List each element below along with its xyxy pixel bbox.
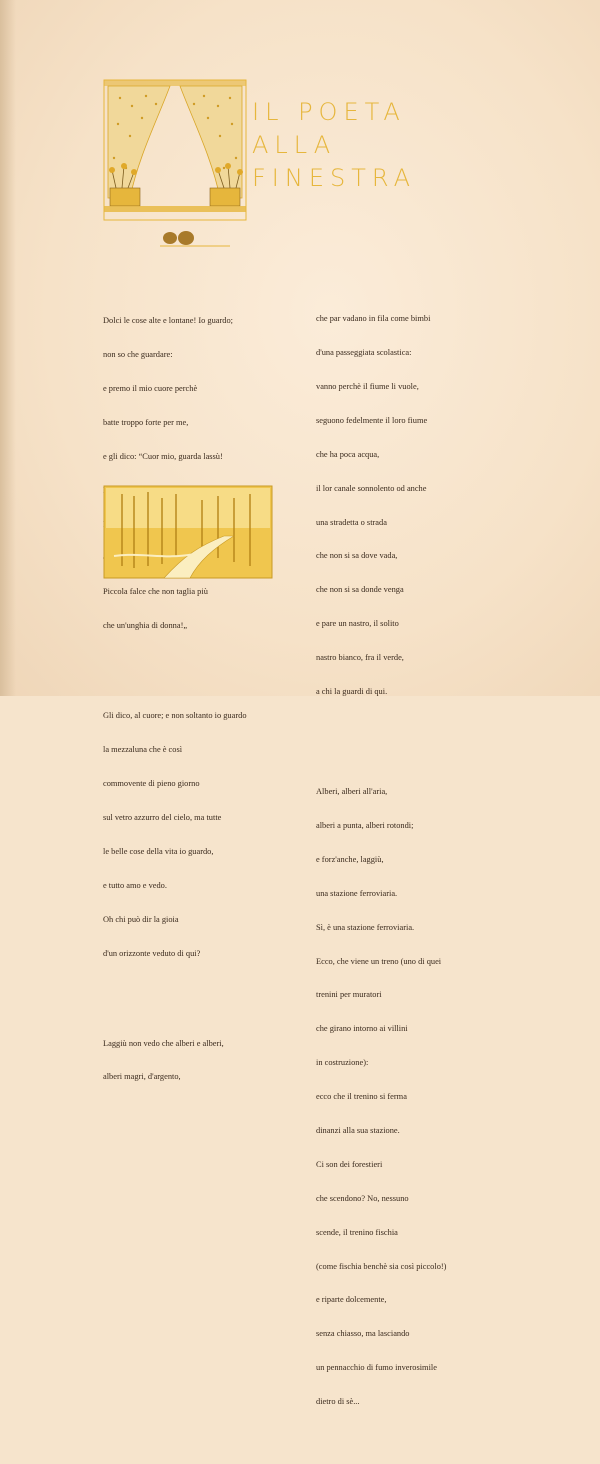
poem-line: alberi a punta, alberi rotondi; [316, 820, 414, 830]
page-title [252, 96, 416, 195]
stanza [103, 293, 247, 655]
poem-line: scende, il trenino fischia [316, 1227, 398, 1237]
poem-line: Laggiù non vedo che alberi e alberi, [103, 1038, 224, 1048]
poem-line: che un'unghia di donna!„ [103, 621, 188, 631]
poem-left-column [103, 270, 247, 1139]
poem-line: ecco che il trenino si ferma [316, 1092, 407, 1102]
poem-line: che scendono? No, nessuno [316, 1193, 409, 1203]
poem-line: dietro di sè... [316, 1397, 360, 1407]
title-line-1: IL POETA [252, 98, 406, 126]
poem-line: Sì, è una stazione ferroviaria. [316, 922, 415, 932]
poem-line: un pennacchio di fumo inverosimile [316, 1363, 437, 1373]
poem-line: batte troppo forte per me, [103, 417, 189, 427]
poem-line: e forz'anche, laggiù, [316, 854, 384, 864]
poem-line: che girano intorno ai villini [316, 1024, 408, 1034]
poem-line: non so che guardare: [103, 350, 173, 360]
poem-line: e riparte dolcemente, [316, 1295, 387, 1305]
poem-line: Piccola falce che non taglia più [103, 587, 208, 597]
poem-line: che non si sa dove vada, [316, 551, 398, 561]
poem-line: alberi magri, d'argento, [103, 1072, 181, 1082]
poem-line: una stradetta o strada [316, 517, 387, 527]
poem-line: d'una passeggiata scolastica: [316, 348, 412, 358]
stanza [316, 763, 446, 1430]
poem-line: vanno perchè il fiume li vuole, [316, 381, 419, 391]
poem-line: a chi la guardi di qui. [316, 686, 388, 696]
poem-line: seguono fedelmente il loro fiume [316, 415, 428, 425]
poem-line: trenini per muratori [316, 990, 382, 1000]
poem-line: e pare un nastro, il solito [316, 619, 399, 629]
poem-line: e tutto amo e vedo. [103, 880, 167, 890]
stanza [103, 1015, 247, 1105]
poem-line: dinanzi alla sua stazione. [316, 1125, 400, 1135]
poem-line: e gli dico: “Cuor mio, guarda lassù! [103, 451, 223, 461]
poem-line: una stazione ferroviaria. [316, 888, 398, 898]
poem-line: il lor canale sonnolento od anche [316, 483, 427, 493]
poem-line: nastro bianco, fra il verde, [316, 653, 404, 663]
poem-line: e premo il mio cuore perchè [103, 383, 198, 393]
title-line-3: FINESTRA [252, 164, 417, 192]
poem-line: Oh chi può dir la gioia [103, 914, 179, 924]
window-with-curtains-and-flower-pots-icon [100, 78, 250, 256]
stanza [103, 688, 247, 982]
poem-line: che ha poca acqua, [316, 449, 380, 459]
poem-line: Ecco, che viene un treno (uno di quei [316, 956, 442, 966]
poem-line: in costruzione): [316, 1058, 369, 1068]
poem-line: che non si sa donde venga [316, 585, 404, 595]
poem-line: (come fischia benchè sia così piccolo!) [316, 1261, 447, 1271]
poem-right-column [316, 268, 446, 1464]
poem-line: Dolci le cose alte e lontane! Io guardo; [103, 316, 233, 326]
poem-line: che par vadano in fila come bimbi [316, 314, 431, 324]
binding-gutter [0, 0, 16, 696]
poem-line: Gli dico, al cuore; e non soltanto io guardo [103, 711, 247, 721]
title-line-2: ALLA [252, 131, 337, 159]
poem-line: la mezzaluna che è così [103, 745, 183, 755]
stanza [316, 291, 446, 720]
poem-line: sul vetro azzurro del cielo, ma tutte [103, 812, 222, 822]
poem-line: senza chiasso, ma lasciando [316, 1329, 410, 1339]
poem-line: d'un orizzonte veduto di qui? [103, 948, 201, 958]
poem-line: Ci son dei forestieri [316, 1159, 383, 1169]
landscape-with-trees-and-road-icon [104, 486, 272, 578]
poem-line: Alberi, alberi all'aria, [316, 787, 388, 797]
poem-line: le belle cose della vita io guardo, [103, 846, 214, 856]
poem-line: commovente di pieno giorno [103, 779, 200, 789]
